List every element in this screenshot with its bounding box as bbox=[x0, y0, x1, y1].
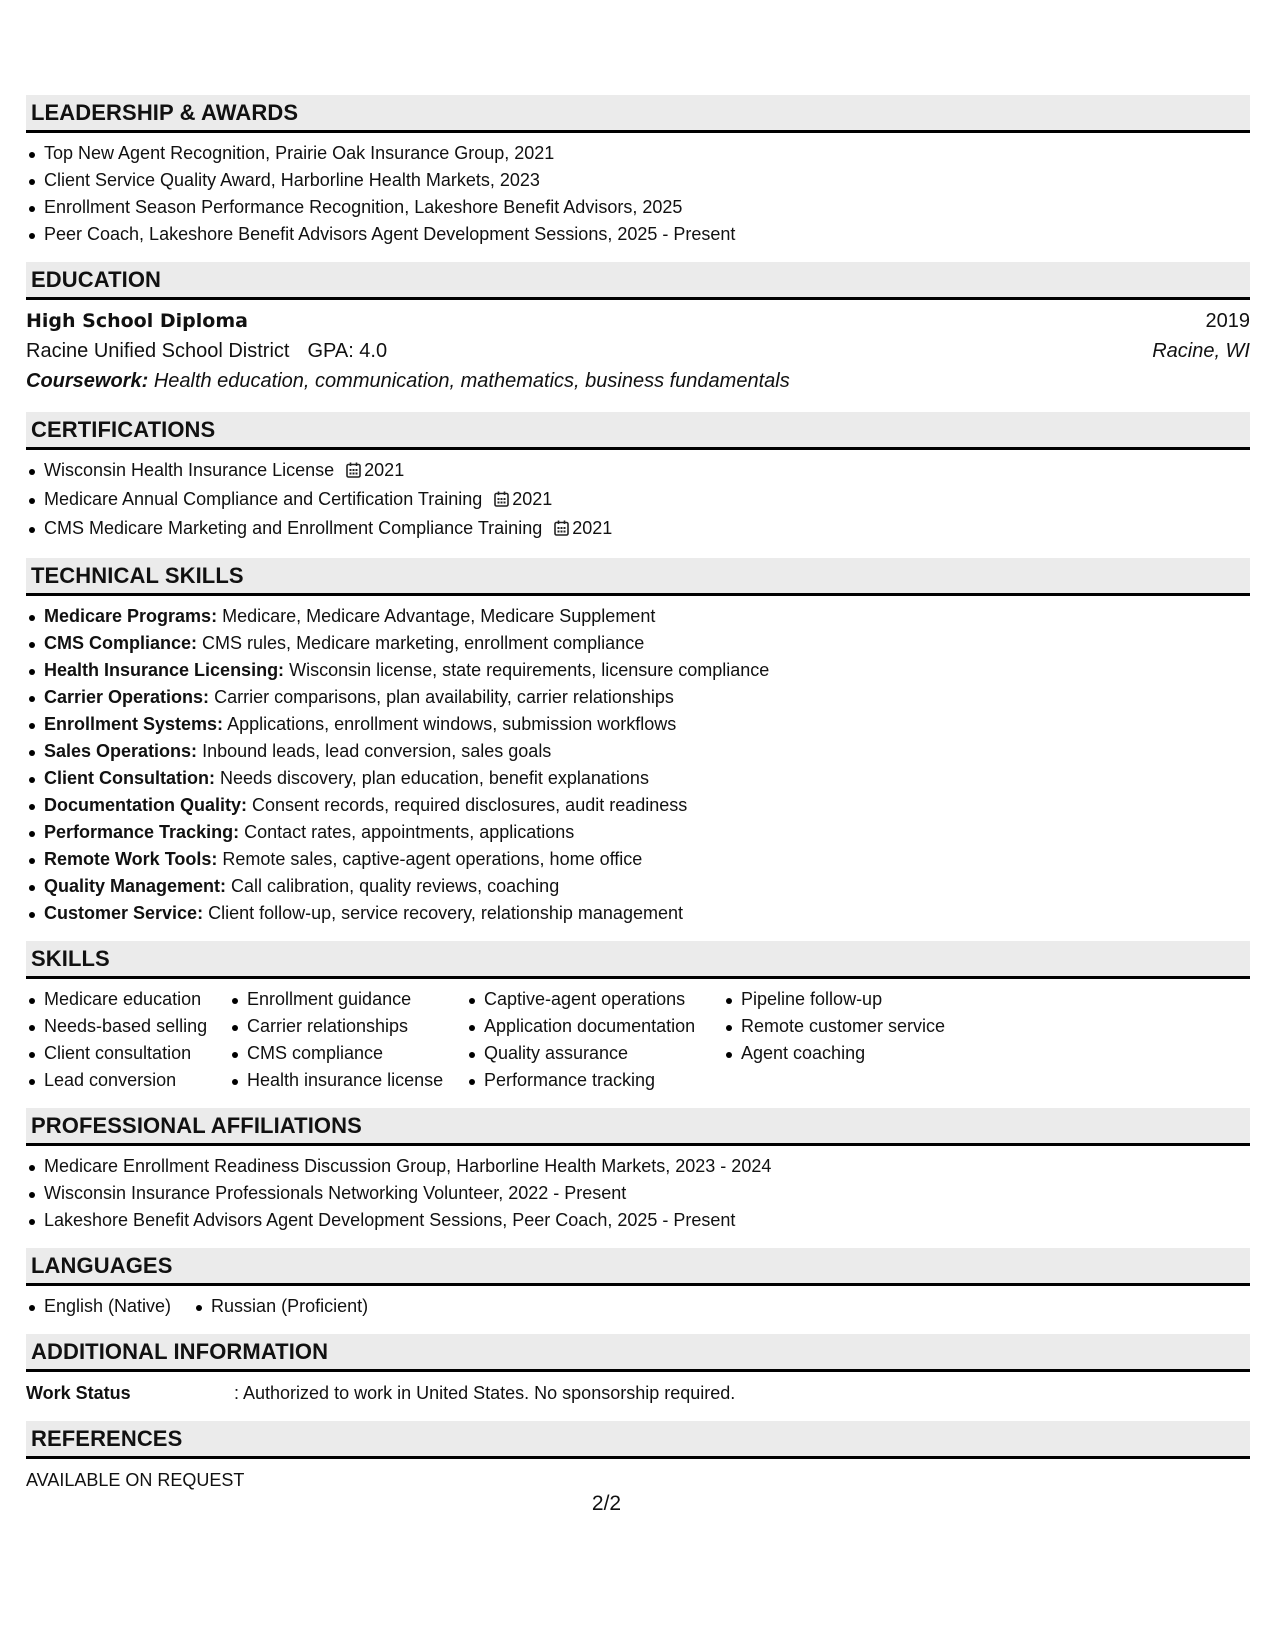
list-item bbox=[26, 684, 1250, 711]
list-item bbox=[26, 792, 1250, 819]
skill-category: Health Insurance Licensing: bbox=[44, 660, 285, 680]
skill-item: Agent coaching bbox=[723, 1040, 983, 1067]
work-status-value: : Authorized to work in United States. No sponsorship required. bbox=[234, 1383, 736, 1403]
section-heading: CERTIFICATIONS bbox=[26, 412, 1250, 450]
skill-item: CMS compliance bbox=[229, 1040, 466, 1067]
skill-detail: Medicare, Medicare Advantage, Medicare Supplement bbox=[222, 606, 656, 626]
calendar-icon bbox=[346, 459, 361, 486]
school-name: Racine Unified School District bbox=[26, 340, 290, 362]
cert-year: 2021 bbox=[572, 518, 613, 538]
list-item: Lakeshore Benefit Advisors Agent Development Sessions, Peer Coach, 2025 - Present bbox=[26, 1207, 1250, 1234]
language-item: Russian (Proficient) bbox=[193, 1293, 368, 1320]
certifications-list bbox=[26, 457, 1250, 544]
list-item bbox=[26, 900, 1250, 927]
technical-skills-list bbox=[26, 603, 1250, 927]
skill-detail: Contact rates, appointments, applications bbox=[244, 822, 575, 842]
section-heading: ADDITIONAL INFORMATION bbox=[26, 1334, 1250, 1372]
gpa: GPA: 4.0 bbox=[307, 340, 388, 362]
skill-detail: Applications, enrollment windows, submission workflows bbox=[227, 714, 677, 734]
resume-page bbox=[26, 95, 1250, 1508]
technical-skills-section bbox=[26, 558, 1250, 927]
skill-item: Client consultation bbox=[26, 1040, 229, 1067]
section-heading: TECHNICAL SKILLS bbox=[26, 558, 1250, 596]
skill-category: Medicare Programs: bbox=[44, 606, 218, 626]
skills-column bbox=[466, 986, 723, 1094]
skill-item: Health insurance license bbox=[229, 1067, 466, 1094]
skill-category: Quality Management: bbox=[44, 876, 227, 896]
page-number: 2/2 bbox=[591, 1492, 622, 1515]
skill-category: Performance Tracking: bbox=[44, 822, 240, 842]
education-entry bbox=[26, 306, 1250, 396]
section-heading: LEADERSHIP & AWARDS bbox=[26, 95, 1250, 133]
skill-category: Sales Operations: bbox=[44, 741, 198, 761]
section-heading: PROFESSIONAL AFFILIATIONS bbox=[26, 1108, 1250, 1146]
work-status-row bbox=[26, 1380, 1250, 1407]
work-status-label: Work Status bbox=[26, 1383, 131, 1403]
skill-detail: CMS rules, Medicare marketing, enrollment compliance bbox=[202, 633, 645, 653]
list-item: Wisconsin Insurance Professionals Networking Volunteer, 2022 - Present bbox=[26, 1180, 1250, 1207]
skills-grid bbox=[26, 986, 1250, 1094]
skill-item: Carrier relationships bbox=[229, 1013, 466, 1040]
skills-column bbox=[26, 986, 229, 1094]
skill-detail: Client follow-up, service recovery, relationship management bbox=[208, 903, 683, 923]
skill-detail: Inbound leads, lead conversion, sales goals bbox=[202, 741, 552, 761]
list-item bbox=[26, 457, 1250, 486]
skill-detail: Remote sales, captive-agent operations, home office bbox=[222, 849, 643, 869]
skill-category: Remote Work Tools: bbox=[44, 849, 218, 869]
calendar-icon bbox=[494, 488, 509, 515]
skills-column bbox=[723, 986, 983, 1094]
section-heading: EDUCATION bbox=[26, 262, 1250, 300]
education-location: Racine, WI bbox=[1152, 340, 1250, 362]
cert-year: 2021 bbox=[364, 460, 405, 480]
skill-item: Application documentation bbox=[466, 1013, 723, 1040]
skill-category: Enrollment Systems: bbox=[44, 714, 224, 734]
section-heading: LANGUAGES bbox=[26, 1248, 1250, 1286]
skill-item: Quality assurance bbox=[466, 1040, 723, 1067]
list-item bbox=[26, 603, 1250, 630]
list-item bbox=[26, 515, 1250, 544]
coursework-text: Health education, communication, mathematics, business fundamentals bbox=[153, 370, 790, 392]
cert-name: CMS Medicare Marketing and Enrollment Compliance Training bbox=[44, 518, 543, 538]
cert-name: Medicare Annual Compliance and Certification Training bbox=[44, 489, 483, 509]
skill-item: Performance tracking bbox=[466, 1067, 723, 1094]
list-item bbox=[26, 873, 1250, 900]
list-item bbox=[26, 819, 1250, 846]
skill-detail: Wisconsin license, state requirements, licensure compliance bbox=[289, 660, 770, 680]
references-text: AVAILABLE ON REQUEST bbox=[26, 1470, 245, 1490]
list-item: Enrollment Season Performance Recognition, Lakeshore Benefit Advisors, 2025 bbox=[26, 194, 1250, 221]
skill-category: Customer Service: bbox=[44, 903, 204, 923]
list-item: Client Service Quality Award, Harborline Health Markets, 2023 bbox=[26, 167, 1250, 194]
cert-name: Wisconsin Health Insurance License bbox=[44, 460, 335, 480]
degree-title: High School Diploma bbox=[26, 310, 248, 332]
list-item: Top New Agent Recognition, Prairie Oak Insurance Group, 2021 bbox=[26, 140, 1250, 167]
leadership-section bbox=[26, 95, 1250, 248]
affiliations-section bbox=[26, 1108, 1250, 1234]
affiliations-list bbox=[26, 1153, 1250, 1234]
list-item bbox=[26, 765, 1250, 792]
skill-item: Pipeline follow-up bbox=[723, 986, 983, 1013]
list-item: Peer Coach, Lakeshore Benefit Advisors Agent Development Sessions, 2025 - Present bbox=[26, 221, 1250, 248]
skill-category: Documentation Quality: bbox=[44, 795, 248, 815]
education-year: 2019 bbox=[1205, 310, 1250, 332]
list-item bbox=[26, 711, 1250, 738]
skill-item: Enrollment guidance bbox=[229, 986, 466, 1013]
references-section bbox=[26, 1421, 1250, 1494]
list-item bbox=[26, 846, 1250, 873]
list-item bbox=[26, 486, 1250, 515]
list-item bbox=[26, 630, 1250, 657]
skill-category: CMS Compliance: bbox=[44, 633, 198, 653]
coursework-label: Coursework: bbox=[26, 370, 149, 392]
certifications-section bbox=[26, 412, 1250, 544]
skill-item: Medicare education bbox=[26, 986, 229, 1013]
leadership-list bbox=[26, 140, 1250, 248]
skill-category: Client Consultation: bbox=[44, 768, 215, 788]
education-section bbox=[26, 262, 1250, 396]
skill-item: Captive-agent operations bbox=[466, 986, 723, 1013]
section-heading: SKILLS bbox=[26, 941, 1250, 979]
cert-year: 2021 bbox=[512, 489, 553, 509]
skill-detail: Call calibration, quality reviews, coaching bbox=[231, 876, 560, 896]
list-item bbox=[26, 657, 1250, 684]
skill-item: Remote customer service bbox=[723, 1013, 983, 1040]
skill-detail: Needs discovery, plan education, benefit explanations bbox=[220, 768, 649, 788]
skills-section bbox=[26, 941, 1250, 1094]
skill-detail: Carrier comparisons, plan availability, carrier relationships bbox=[214, 687, 674, 707]
list-item: Medicare Enrollment Readiness Discussion Group, Harborline Health Markets, 2023 - 2024 bbox=[26, 1153, 1250, 1180]
list-item bbox=[26, 738, 1250, 765]
skills-column bbox=[229, 986, 466, 1094]
additional-info-section bbox=[26, 1334, 1250, 1407]
skill-item: Lead conversion bbox=[26, 1067, 229, 1094]
languages-list bbox=[26, 1293, 1250, 1320]
languages-section bbox=[26, 1248, 1250, 1320]
calendar-icon bbox=[554, 517, 569, 544]
skill-detail: Consent records, required disclosures, audit readiness bbox=[252, 795, 688, 815]
skill-category: Carrier Operations: bbox=[44, 687, 210, 707]
section-heading: REFERENCES bbox=[26, 1421, 1250, 1459]
skill-item: Needs-based selling bbox=[26, 1013, 229, 1040]
language-item: English (Native) bbox=[26, 1293, 171, 1320]
